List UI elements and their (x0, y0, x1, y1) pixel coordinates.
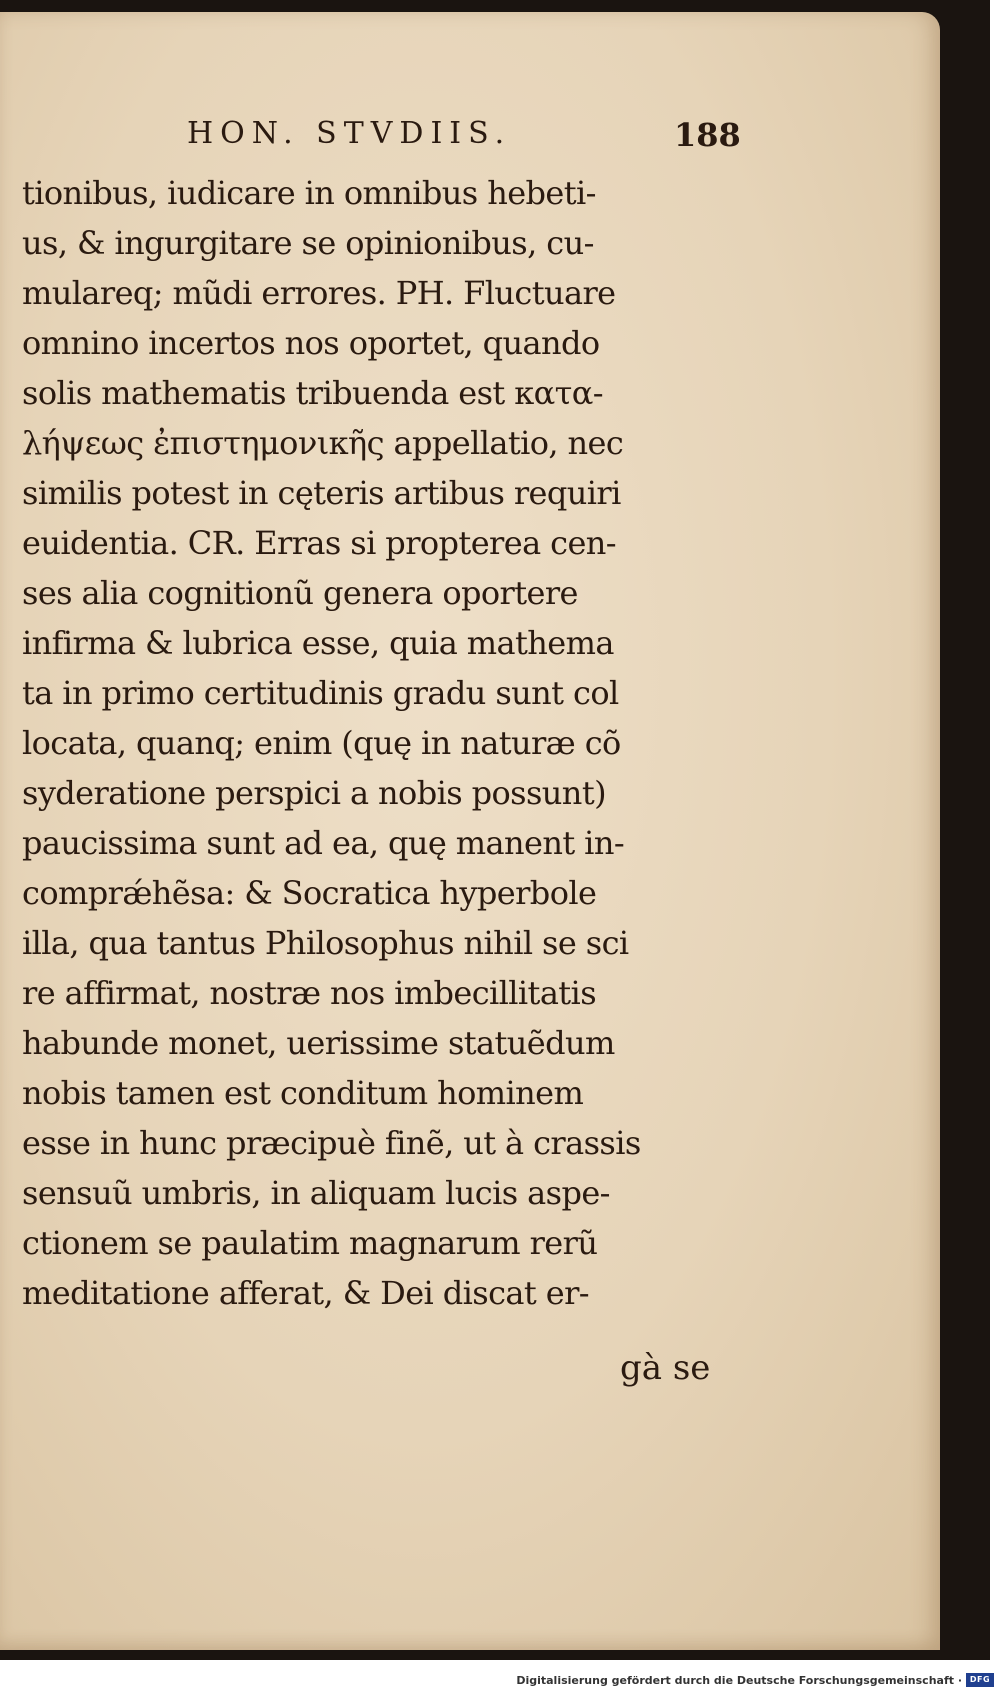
text-line: solis mathematis tribuenda est κατα- (22, 374, 603, 412)
text-line: ses alia cognitionũ genera oportere (22, 574, 578, 612)
text-line: omnino incertos nos oportet, quando (22, 324, 600, 362)
running-head-title: HON. STVDIIS. (187, 116, 512, 151)
body-text (22, 168, 752, 1318)
text-line: nobis tamen est conditum hominem (22, 1074, 584, 1112)
text-line: locata, quanq; enim (quę in naturæ cõ (22, 724, 621, 762)
text-line: comprǽhẽsa: & Socratica hyperbole (22, 874, 597, 912)
text-line: esse in hunc præcipuè finẽ, ut à crassis (22, 1124, 641, 1162)
text-line: euidentia. CR. Erras si propterea cen- (22, 524, 616, 562)
text-line: habunde monet, uerissime statuẽdum (22, 1024, 615, 1062)
running-head (22, 116, 742, 166)
dfg-logo: DFG (966, 1673, 994, 1687)
text-line: λήψεως ἐπιστημονικῆς appellatio, nec (22, 424, 624, 462)
text-line: tionibus, iudicare in omnibus hebeti- (22, 174, 596, 212)
text-line: syderatione perspici a nobis possunt) (22, 774, 606, 812)
text-line: ta in primo certitudinis gradu sunt col (22, 674, 619, 712)
text-line: re affirmat, nostræ nos imbecillitatis (22, 974, 597, 1012)
page-number: 188 (674, 116, 741, 154)
text-line: mulareq; mũdi errores. PH. Fluctuare (22, 274, 616, 312)
text-line: similis potest in cęteris artibus requiri (22, 474, 621, 512)
text-line: meditatione afferat, & Dei discat er- (22, 1274, 589, 1312)
text-line: sensuũ umbris, in aliquam lucis aspe- (22, 1174, 610, 1212)
text-line: illa, qua tantus Philosophus nihil se sci (22, 924, 629, 962)
funding-credit: Digitalisierung gefördert durch die Deutsche Forschungsgemeinschaft · (516, 1674, 962, 1687)
text-line: paucissima sunt ad ea, quę manent in- (22, 824, 625, 862)
text-line: ctionem se paulatim magnarum rerũ (22, 1224, 598, 1262)
text-line: infirma & lubrica esse, quia mathema (22, 624, 614, 662)
catchword: gà se (620, 1348, 711, 1388)
text-line: us, & ingurgitare se opinionibus, cu- (22, 224, 594, 262)
footer-bar (0, 1670, 1000, 1693)
